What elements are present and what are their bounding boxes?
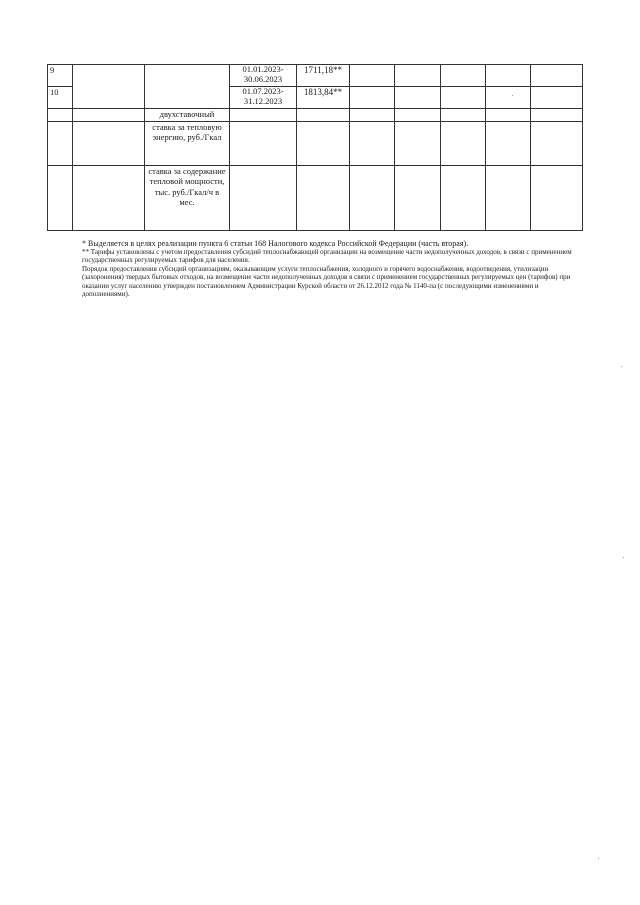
empty-cell xyxy=(73,166,145,231)
empty-cell xyxy=(486,87,531,109)
empty-cell xyxy=(441,166,486,231)
energy-rate-label: ставка за тепловую энергию, руб./Гкал xyxy=(145,122,230,166)
table-row xyxy=(48,109,583,122)
empty-cell xyxy=(531,65,583,87)
footnotes xyxy=(82,239,582,298)
scan-speck xyxy=(512,95,513,96)
empty-cell xyxy=(48,166,73,231)
empty-cell xyxy=(230,166,297,231)
empty-cell xyxy=(73,122,145,166)
scan-speck xyxy=(623,557,624,558)
empty-cell xyxy=(486,109,531,122)
table-row xyxy=(48,65,583,87)
empty-cell xyxy=(48,122,73,166)
scan-speck xyxy=(621,366,622,367)
empty-cell xyxy=(350,166,395,231)
capacity-rate-label: ставка за содержание тепловой мощности, тыс. руб./Гкал/ч в мес. xyxy=(145,166,230,231)
empty-cell xyxy=(230,109,297,122)
table-row xyxy=(48,122,583,166)
empty-cell xyxy=(531,87,583,109)
empty-cell xyxy=(297,166,350,231)
period-cell: 01.07.2023-31.12.2023 xyxy=(230,87,297,109)
empty-cell xyxy=(145,65,230,109)
tariff-table xyxy=(47,64,583,231)
empty-cell xyxy=(395,87,441,109)
empty-cell xyxy=(441,109,486,122)
empty-cell xyxy=(531,166,583,231)
scan-speck xyxy=(598,858,599,859)
empty-cell xyxy=(395,65,441,87)
empty-cell xyxy=(73,109,145,122)
empty-cell xyxy=(350,87,395,109)
empty-cell xyxy=(230,122,297,166)
empty-cell xyxy=(531,122,583,166)
period-cell: 01.01.2023-30.06.2023 xyxy=(230,65,297,87)
empty-cell xyxy=(297,122,350,166)
empty-cell xyxy=(350,65,395,87)
two-part-label: двухставочный xyxy=(145,109,230,122)
empty-cell xyxy=(73,65,145,109)
empty-cell xyxy=(531,109,583,122)
empty-cell xyxy=(441,122,486,166)
empty-cell xyxy=(48,109,73,122)
tariff-value: 1813,84** xyxy=(297,87,350,109)
table-row xyxy=(48,166,583,231)
empty-cell xyxy=(486,166,531,231)
empty-cell xyxy=(350,122,395,166)
empty-cell xyxy=(350,109,395,122)
empty-cell xyxy=(395,122,441,166)
empty-cell xyxy=(441,87,486,109)
row-number: 9 xyxy=(48,65,73,87)
footnote-subsidy: ** Тарифы установлены с учетом предоставления субсидий теплоснабжающей организации на возмещение части недополученных доходов, в связи с применением государственных регулируемых тарифов для населения. xyxy=(82,248,572,265)
empty-cell xyxy=(486,65,531,87)
empty-cell xyxy=(395,109,441,122)
footnote-vat: * Выделяется в целях реализации пункта 6 статьи 168 Налогового кодекса Российской Федерации (часть вторая). xyxy=(82,239,469,248)
row-number: 10 xyxy=(48,87,73,109)
footnote-procedure: Порядок предоставления субсидий организациям, оказывающим услуги теплоснабжения, холодного и горячего водоснабжения, водоотведения, утилизации (захоронения) твердых бытовых отходов, на возмещение части недополученных доходов в связи с применением государственных регулируемых цен (тарифов) при оказании услуг населению утвержден постановлением Администрации Курской области от 26.12.2012 года № 1140-па (с последующими изменениями и дополнениями). xyxy=(82,264,571,299)
empty-cell xyxy=(441,65,486,87)
empty-cell xyxy=(395,166,441,231)
empty-cell xyxy=(486,122,531,166)
tariff-value: 1711,18** xyxy=(297,65,350,87)
empty-cell xyxy=(297,109,350,122)
